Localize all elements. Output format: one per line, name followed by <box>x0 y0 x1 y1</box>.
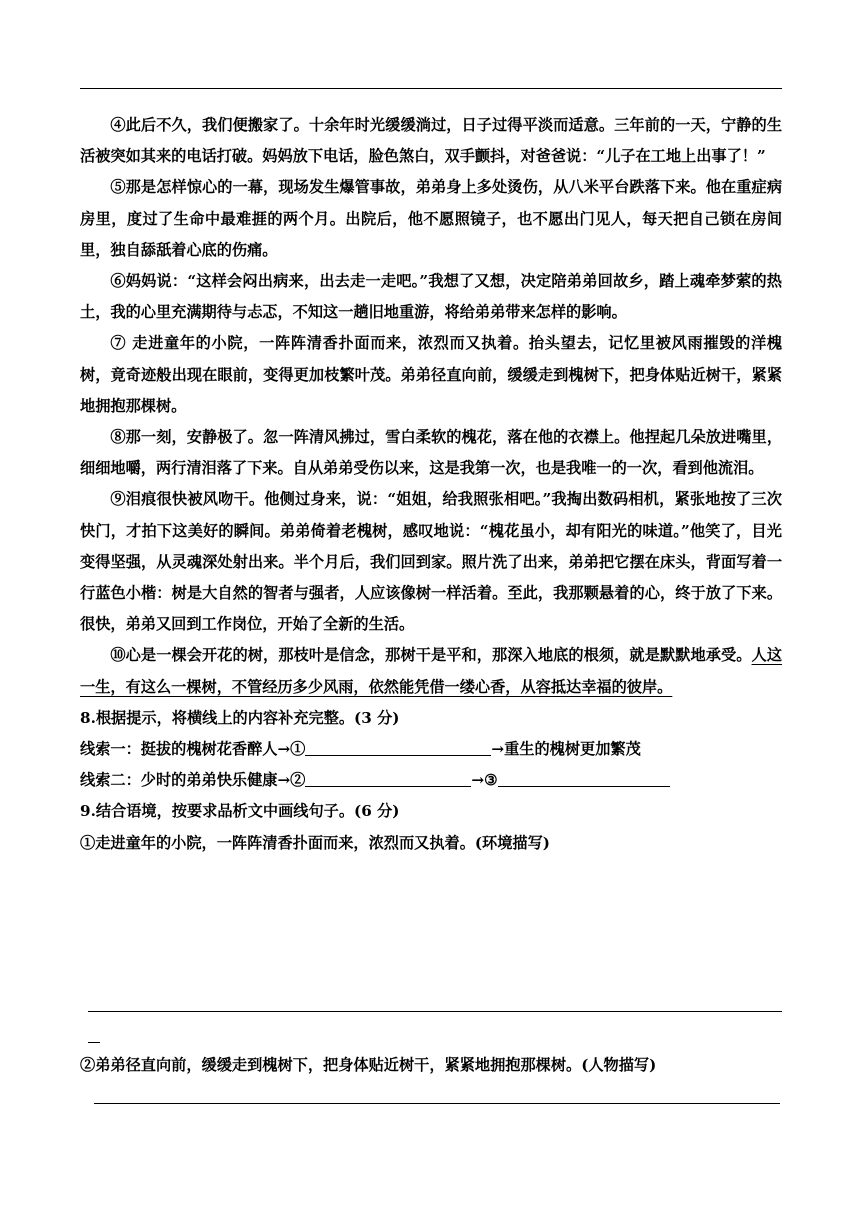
paragraph-7: ⑦ 走进童年的小院，一阵阵清香扑面而来，浓烈而又执着。抬头望去，记忆里被风雨摧毁的洋槐树，竟奇迹般出现在眼前，变得更加枝繁叶茂。弟弟径直向前，缓缓走到槐树下，把身体贴近树干，紧紧地拥抱那棵树。 <box>80 334 782 415</box>
question-8-clue-1 <box>80 734 782 765</box>
question-9-part-2 <box>80 1050 782 1081</box>
question-9-item-1: ①走进童年的小院，一阵阵清香扑面而来，浓烈而又执着。(环境描写) <box>80 833 550 852</box>
answer-blank-3[interactable] <box>498 768 670 787</box>
header-rule <box>80 88 782 89</box>
underlined-sentence: 人这一生，有这么一棵树，不管经历多少风雨，依然能凭借一缕心香，从容抵达幸福的彼岸。 <box>80 646 782 696</box>
clue-2-mid: →③ <box>471 771 498 790</box>
clue-2-prefix: 线索二：少时的弟弟快乐健康→② <box>80 771 306 790</box>
answer-blank-2[interactable] <box>305 768 471 787</box>
question-9-item-2: ②弟弟径直向前，缓缓走到槐树下，把身体贴近树干，紧紧地拥抱那棵树。(人物描写) <box>80 1056 657 1074</box>
question-9-title: 9.结合语境，按要求品析文中画线句子。(6 分) <box>80 802 400 821</box>
answer-line-1[interactable] <box>88 1011 782 1012</box>
paragraph-9: ⑨泪痕很快被风吻干。他侧过身来，说：“姐姐，给我照张相吧。”我掏出数码相机，紧张地按了三次快门，才拍下这美好的瞬间。弟弟倚着老槐树，感叹地说：“槐花虽小，却有阳光的味道。”他笑了，目光变得坚强，从灵魂深处射出来。半个月后，我们回到家。照片洗了出来，弟弟把它摆在床头，背面写着一行蓝色小楷：树是大自然的智者与强者，人应该像树一样活着。至此，我那颗悬着的心，终于放了下来。很快，弟弟又回到工作岗位，开始了全新的生活。 <box>80 490 782 634</box>
question-8-clue-2 <box>80 765 782 796</box>
passage <box>80 110 782 859</box>
answer-blank-1[interactable] <box>305 737 491 756</box>
paragraph-10 <box>80 640 782 702</box>
answer-line-2[interactable] <box>94 1103 780 1104</box>
answer-line-1-tail <box>88 1042 100 1043</box>
paragraph-8: ⑧那一刻，安静极了。忽一阵清风拂过，雪白柔软的槐花，落在他的衣襟上。他捏起几朵放进嘴里，细细地嚼，两行清泪落了下来。自从弟弟受伤以来，这是我第一次，也是我唯一的一次，看到他流泪。 <box>80 428 782 478</box>
question-8-title: 8.根据提示，将横线上的内容补充完整。(3 分) <box>80 708 400 727</box>
paragraph-10-text: ⑩心是一棵会开花的树，那枝叶是信念，那树干是平和，那深入地底的根须，就是默默地承受。 <box>110 646 752 665</box>
clue-1-suffix: →重生的槐树更加繁茂 <box>491 740 641 759</box>
paragraph-6: ⑥妈妈说：“这样会闷出病来，出去走一走吧。”我想了又想，决定陪弟弟回故乡，踏上魂牵梦萦的热土，我的心里充满期待与忐忑，不知这一趟旧地重游，将给弟弟带来怎样的影响。 <box>80 272 782 322</box>
clue-1-prefix: 线索一：挺拔的槐树花香醉人→① <box>80 740 306 759</box>
paragraph-4: ④此后不久，我们便搬家了。十余年时光缓缓淌过，日子过得平淡而适意。三年前的一天，宁静的生活被突如其来的电话打破。妈妈放下电话，脸色煞白，双手颤抖，对爸爸说：“儿子在工地上出事了！” <box>80 116 782 166</box>
paragraph-5: ⑤那是怎样惊心的一幕，现场发生爆管事故，弟弟身上多处烫伤，从八米平台跌落下来。他在重症病房里，度过了生命中最难捱的两个月。出院后，他不愿照镜子，也不愿出门见人，每天把自己锁在房间里，独自舔舐着心底的伤痛。 <box>80 178 782 259</box>
